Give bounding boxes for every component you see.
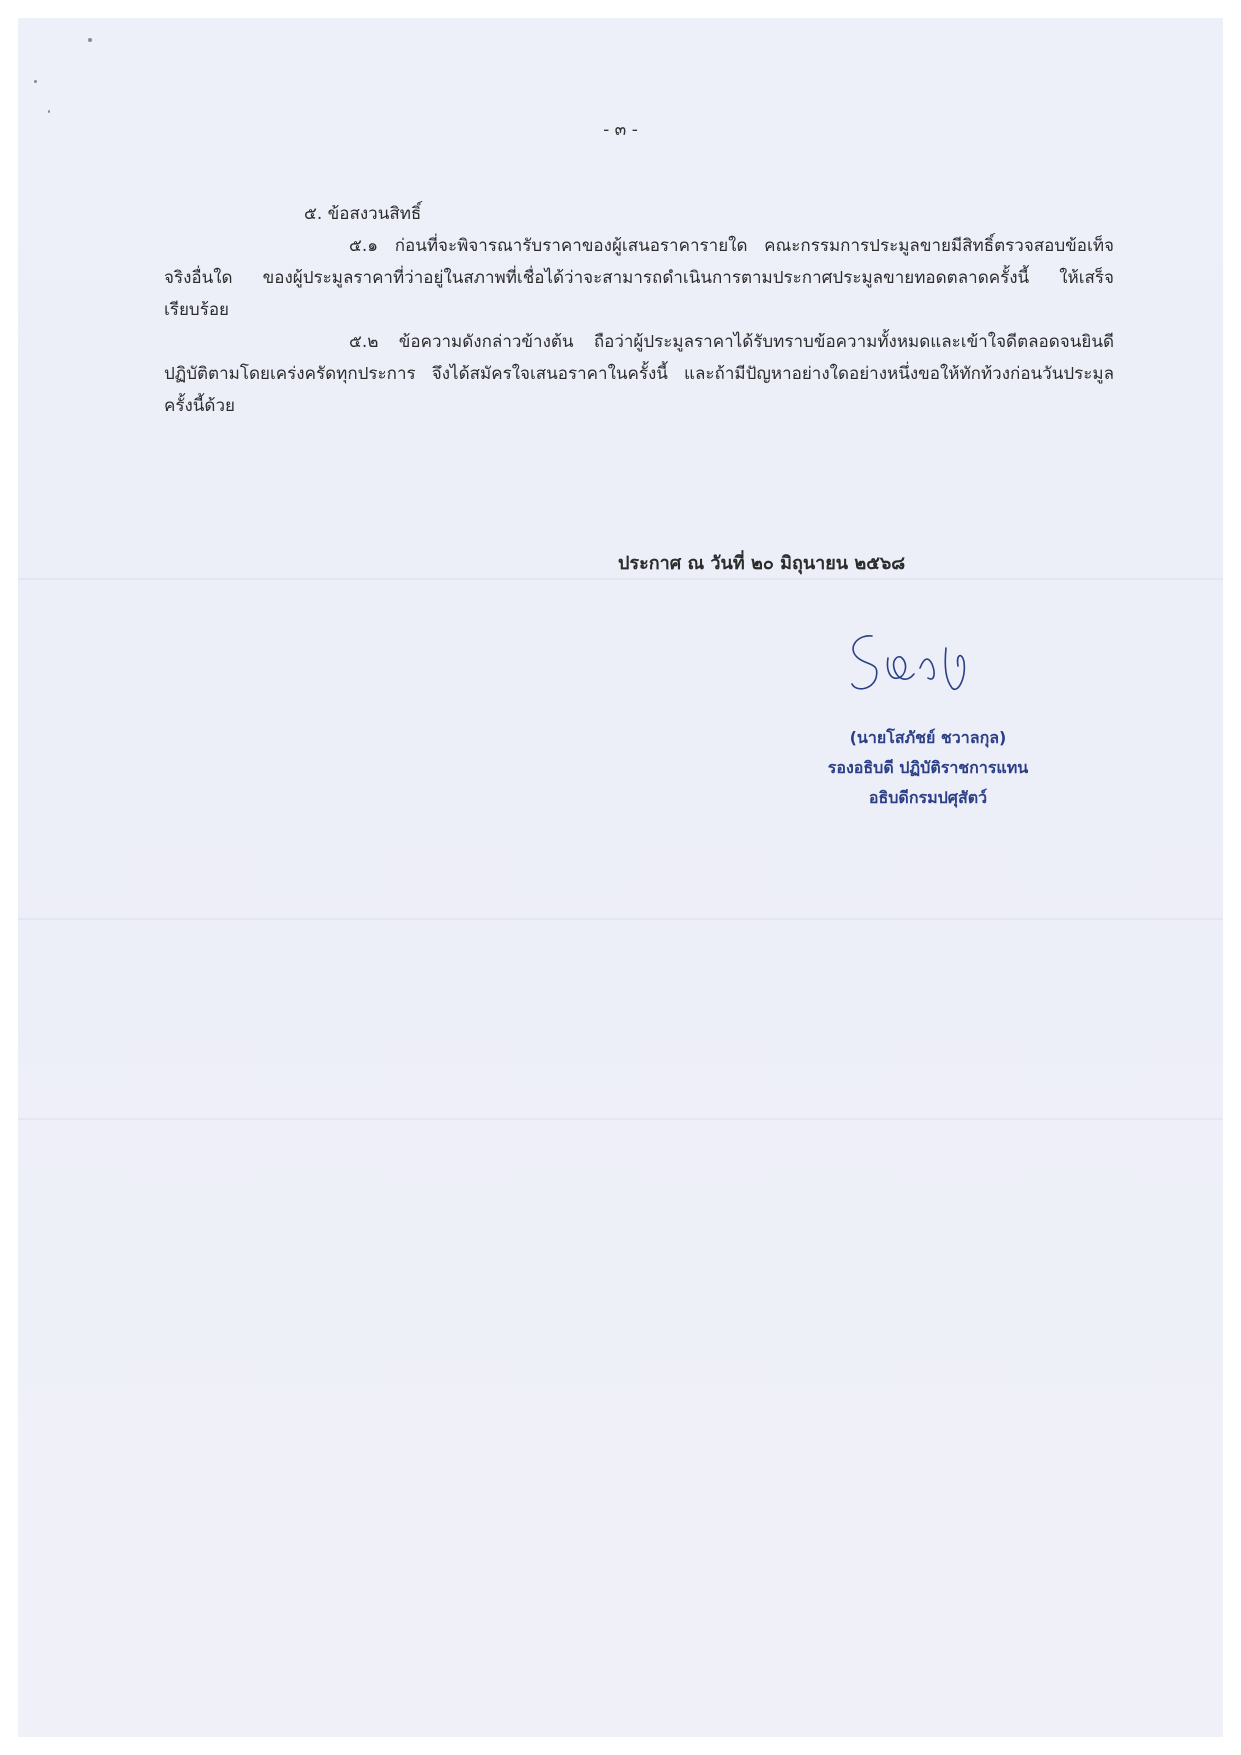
signatory-name: (นายโสภัชย์ ชวาลกุล) <box>849 728 1007 747</box>
document-body <box>164 198 1114 422</box>
scan-artifact-line <box>18 578 1223 580</box>
scan-speck <box>34 80 37 83</box>
paragraph-5-2: ๕.๒ ข้อความดังกล่าวข้างต้น ถือว่าผู้ประมูลราคาได้รับทราบข้อความทั้งหมดและเข้าใจดีตลอดจนยินดีปฏิบัติตามโดยเคร่งครัดทุกประการ จึงได้สมัครใจเสนอราคาในครั้งนี้ และถ้ามีปัญหาอย่างใดอย่างหนึ่งขอให้ทักท้วงก่อนวันประมูลครั้งนี้ด้วย <box>164 332 1114 416</box>
document-page <box>18 18 1223 1737</box>
section-heading: ๕. ข้อสงวนสิทธิ์ <box>304 204 422 224</box>
signature-icon <box>828 618 1008 708</box>
signatory-position: รองอธิบดี ปฏิบัติราชการแทน <box>827 758 1029 777</box>
scan-artifact-line <box>18 1118 1223 1120</box>
scan-speck <box>88 38 92 42</box>
paragraph-5-1: ๕.๑ ก่อนที่จะพิจารณารับราคาของผู้เสนอราคารายใด คณะกรรมการประมูลขายมีสิทธิ์ตรวจสอบข้อเท็จจริงอื่นใด ของผู้ประมูลราคาที่ว่าอยู่ในสภาพที่เชื่อได้ว่าจะสามารถดำเนินการตามประกาศประมูลขายทอดตลาดครั้งนี้ ให้เสร็จเรียบร้อย <box>164 236 1114 320</box>
scan-artifact-line <box>18 918 1223 920</box>
page-number: - ๓ - <box>603 120 638 140</box>
scan-speck <box>48 110 50 113</box>
signatory-block <box>778 723 1078 813</box>
announcement-date: ประกาศ ณ วันที่ ๒๐ มิถุนายน ๒๕๖๘ <box>618 553 906 574</box>
signatory-organization: อธิบดีกรมปศุสัตว์ <box>868 788 988 807</box>
